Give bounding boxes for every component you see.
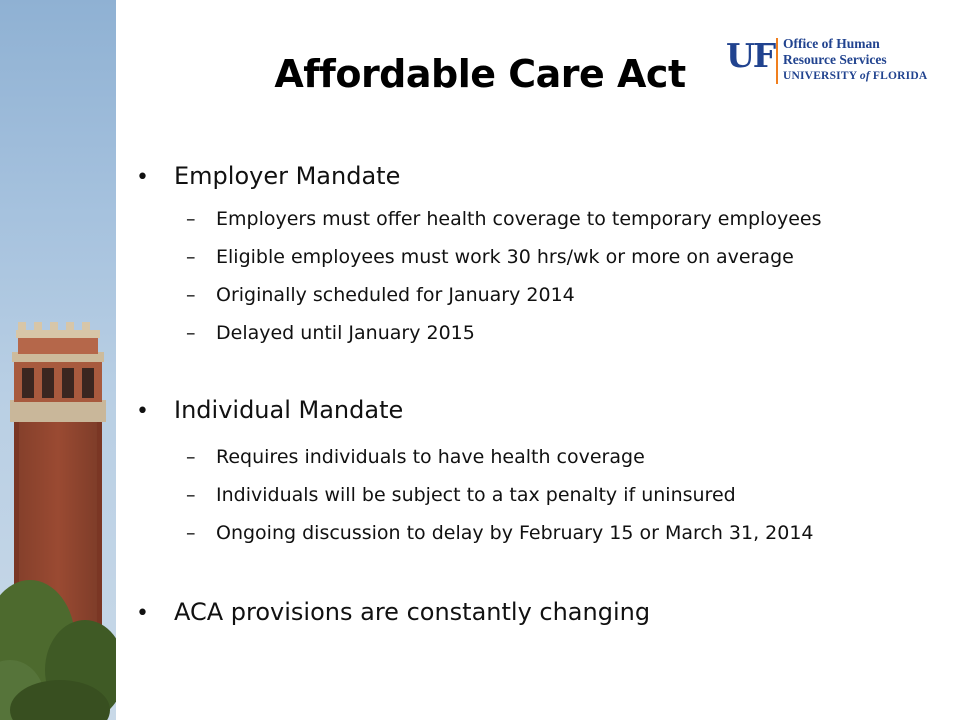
sub-item bbox=[186, 484, 736, 506]
bullet-text: Employer Mandate bbox=[174, 162, 401, 190]
dash-marker: – bbox=[186, 484, 196, 506]
sub-item bbox=[186, 446, 645, 468]
century-tower-illustration bbox=[0, 0, 116, 720]
dash-marker: – bbox=[186, 208, 196, 230]
uf-logo-mark: UF bbox=[726, 36, 775, 75]
sub-item bbox=[186, 246, 794, 268]
logo-university-word: UNIVERSITY bbox=[783, 70, 860, 82]
sub-item bbox=[186, 284, 575, 306]
dash-marker: – bbox=[186, 246, 196, 268]
sub-item-text: Originally scheduled for January 2014 bbox=[216, 284, 575, 306]
dash-marker: – bbox=[186, 284, 196, 306]
sub-item-text: Ongoing discussion to delay by February 15 or March 31, 2014 bbox=[216, 522, 814, 544]
sub-item bbox=[186, 208, 821, 230]
slide-title: Affordable Care Act bbox=[274, 52, 686, 96]
bullet-marker: • bbox=[136, 601, 149, 626]
bullet-aca-provisions bbox=[130, 598, 650, 626]
sub-item-text: Delayed until January 2015 bbox=[216, 322, 475, 344]
bullet-text: ACA provisions are constantly changing bbox=[174, 598, 651, 626]
sub-item bbox=[186, 522, 814, 544]
sub-item-text: Eligible employees must work 30 hrs/wk or more on average bbox=[216, 246, 794, 268]
logo-line-resource: Resource Services bbox=[783, 52, 887, 67]
logo-line-office: Office of Human bbox=[783, 36, 880, 51]
bullet-employer-mandate bbox=[130, 162, 400, 190]
logo-florida-word: FLORIDA bbox=[869, 70, 928, 82]
century-tower-photo bbox=[0, 0, 116, 720]
slide-content bbox=[130, 0, 950, 720]
bullet-individual-mandate bbox=[130, 396, 403, 424]
logo-of-word: of bbox=[859, 70, 870, 82]
bullet-marker: • bbox=[136, 165, 149, 190]
dash-marker: – bbox=[186, 522, 196, 544]
bullet-text: Individual Mandate bbox=[174, 396, 404, 424]
sub-item-text: Individuals will be subject to a tax penalty if uninsured bbox=[216, 484, 736, 506]
sub-item-text: Employers must offer health coverage to temporary employees bbox=[216, 208, 822, 230]
sub-item-text: Requires individuals to have health coverage bbox=[216, 446, 645, 468]
bullet-marker: • bbox=[136, 399, 149, 424]
sub-item bbox=[186, 322, 475, 344]
dash-marker: – bbox=[186, 322, 196, 344]
dash-marker: – bbox=[186, 446, 196, 468]
